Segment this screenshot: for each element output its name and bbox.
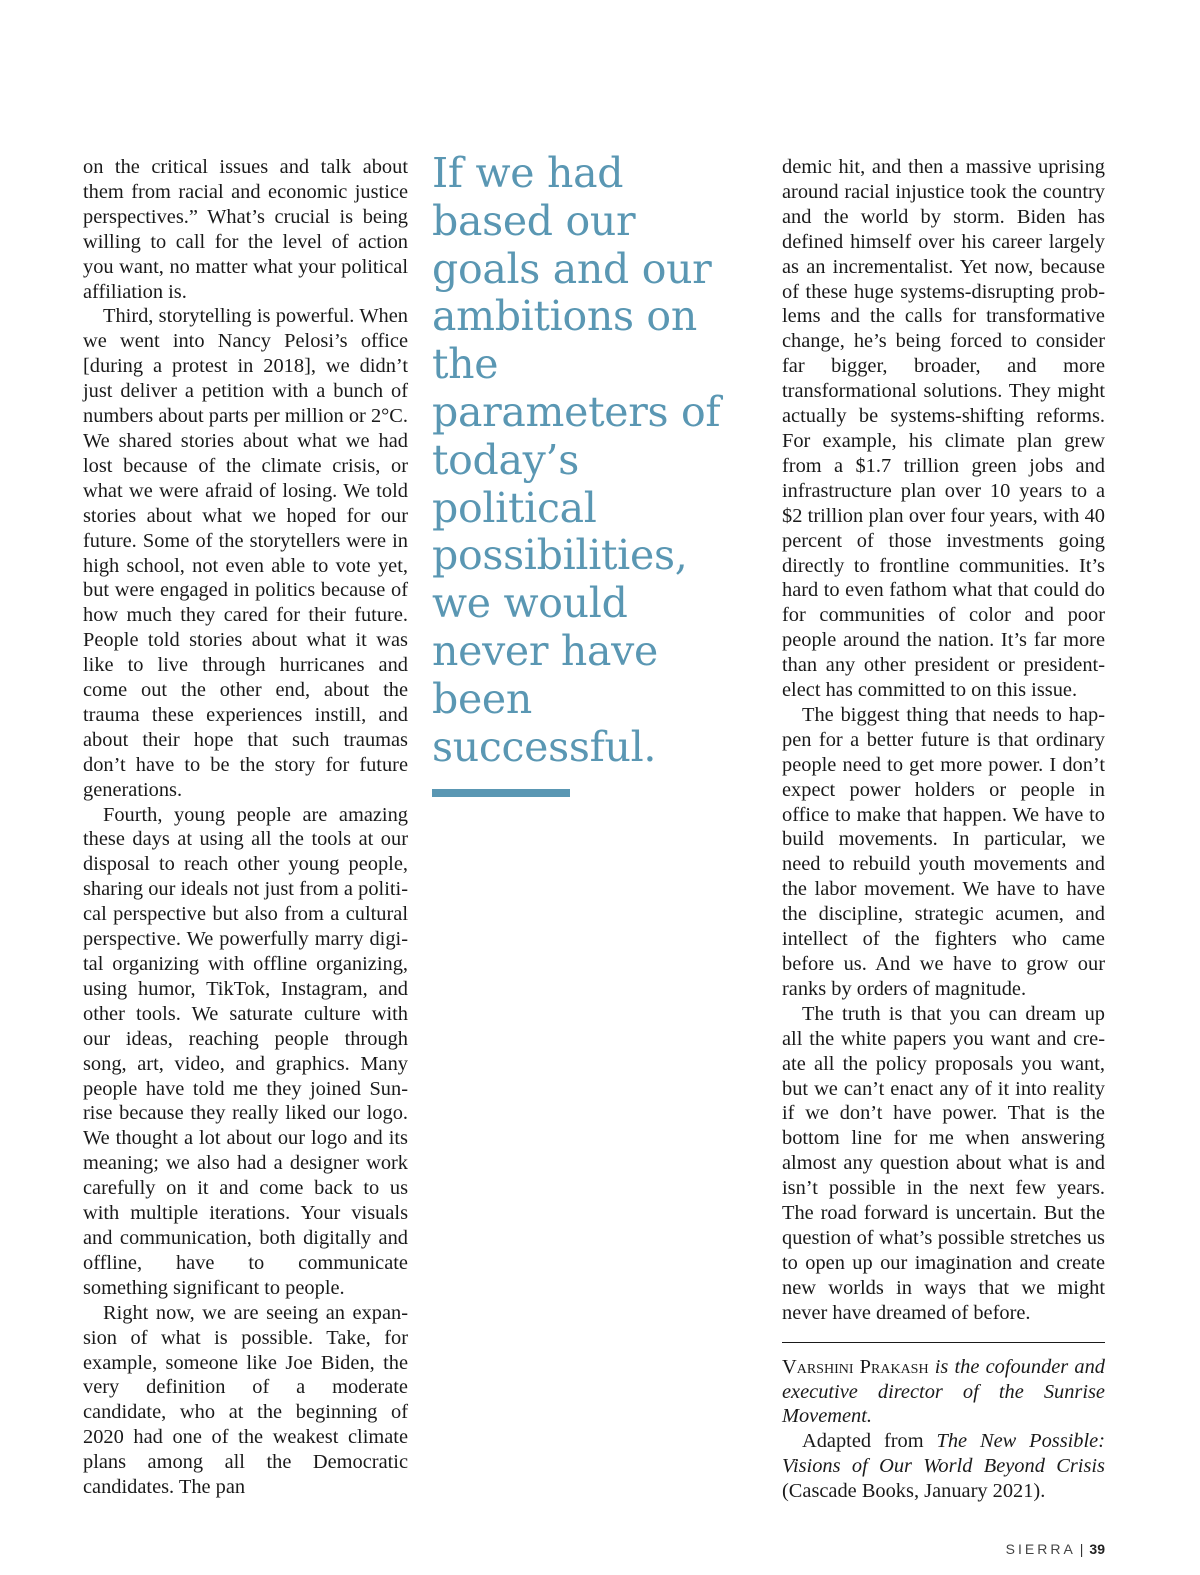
body-paragraph: demic hit, and then a massive uprising around racial injustice took the country and the world by storm. Biden has defined himself over his career largely as an incrementalist. Yet now, because of these huge systems-disrupting problems and the calls for transformative change, he’s being forced to consider far bigger, broader, and more transformational solutions. They might actually be systems-shifting reforms. For example, his climate plan grew from a $1.7 trillion green jobs and infrastructure plan over 10 years to a $2 trillion plan over four years, with 40 percent of those investments going directly to frontline communities. It’s hard to even fathom what that could do for communities of color and poor people around the nation. It’s far more than any other president or president-elect has committed to on this issue. [782,156,1105,702]
credit-suffix: (Cascade Books, January 2021). [782,1480,1046,1503]
book-title: The New Possible: Visions of Our World Beyond Crisis [782,1430,1105,1478]
publication-name: SIERRA [1005,1541,1076,1557]
page-number: 39 [1089,1541,1105,1557]
pull-quote-rule [432,789,570,797]
page-folio [1006,1541,1105,1557]
body-paragraph: The biggest thing that needs to happen for a better future is that ordinary people need to get more power. I don’t expect power holders or people in office to make that happen. We have to build movements. In particular, we need to rebuild youth movements and the labor movement. We have to have the discipline, strategic acumen, and intellect of the fighters who came before us. And we have to grow our ranks by orders of magnitude. [782,703,1105,1000]
pull-quote-block [432,150,732,797]
folio-separator: | [1079,1541,1084,1557]
credit-prefix: Adapted from [802,1430,937,1453]
author-bio [782,1355,1105,1430]
author-role: is the cofounder and executive director of the Sunrise Movement. [782,1355,1105,1428]
right-column [782,155,1105,1504]
pull-quote: If we had based our goals and our ambitions on the parameters of today’s political possibilities, we would never have been successful. [432,149,721,771]
body-paragraph: The truth is that you can dream up all the white papers you want and create all the policy proposals you want, but we can’t enact any of it into reality if we don’t have power. That is the bottom line for me when answering almost any question about what is and isn’t possible in the next few years. The road forward is uncertain. But the question of what’s possible stretches us to open up our imagination and create new worlds in ways that we might never have dreamed of before. [782,1002,1105,1324]
body-paragraph: Third, storytelling is powerful. When we went into Nancy Pelosi’s office [during a protest in 2018], we didn’t just deliver a petition with a bunch of numbers about parts per million or 2°C. We shared stories about what we had lost because of the climate crisis, or what we were afraid of losing. We told stories about what we hoped for our future. Some of the storytellers were in high school, not even able to vote yet, but were engaged in politics because of how much they cared for their future. People told stories about what it was like to live through hurricanes and come out the other end, about the trauma these experiences instill, and about their hope that such traumas don’t have to be the story for future generations. [83,305,408,801]
source-credit [782,1429,1105,1504]
left-column [83,155,408,1500]
body-paragraph: Right now, we are seeing an expansion of what is possible. Take, for example, someone like Joe Biden, the very definition of a moderate candidate, who at the beginning of 2020 had one of the weakest climate plans among all the Democratic candidates. The pan [83,1301,408,1499]
body-paragraph: Fourth, young people are amazing these days at using all the tools at our disposal to reach other young people, sharing our ideals not just from a political perspective but also from a cultural perspective. We powerfully marry digital organizing with offline organizing, using humor, TikTok, Instagram, and other tools. We saturate culture with our ideas, reaching people through song, art, video, and graphics. Many people have told me they joined Sunrise because they really liked our logo. We thought a lot about our logo and its meaning; we also had a designer work carefully on it and come back to us with multiple iterations. Your visuals and communication, both digitally and offline, have to communicate something significant to people. [83,803,408,1299]
author-name: Varshini Prakash [782,1355,929,1378]
body-paragraph: on the critical issues and talk about them from racial and economic justice perspectives.” What’s crucial is being willing to call for the level of action you want, no matter what your political affiliation is. [83,156,408,303]
bio-divider [782,1342,1105,1343]
